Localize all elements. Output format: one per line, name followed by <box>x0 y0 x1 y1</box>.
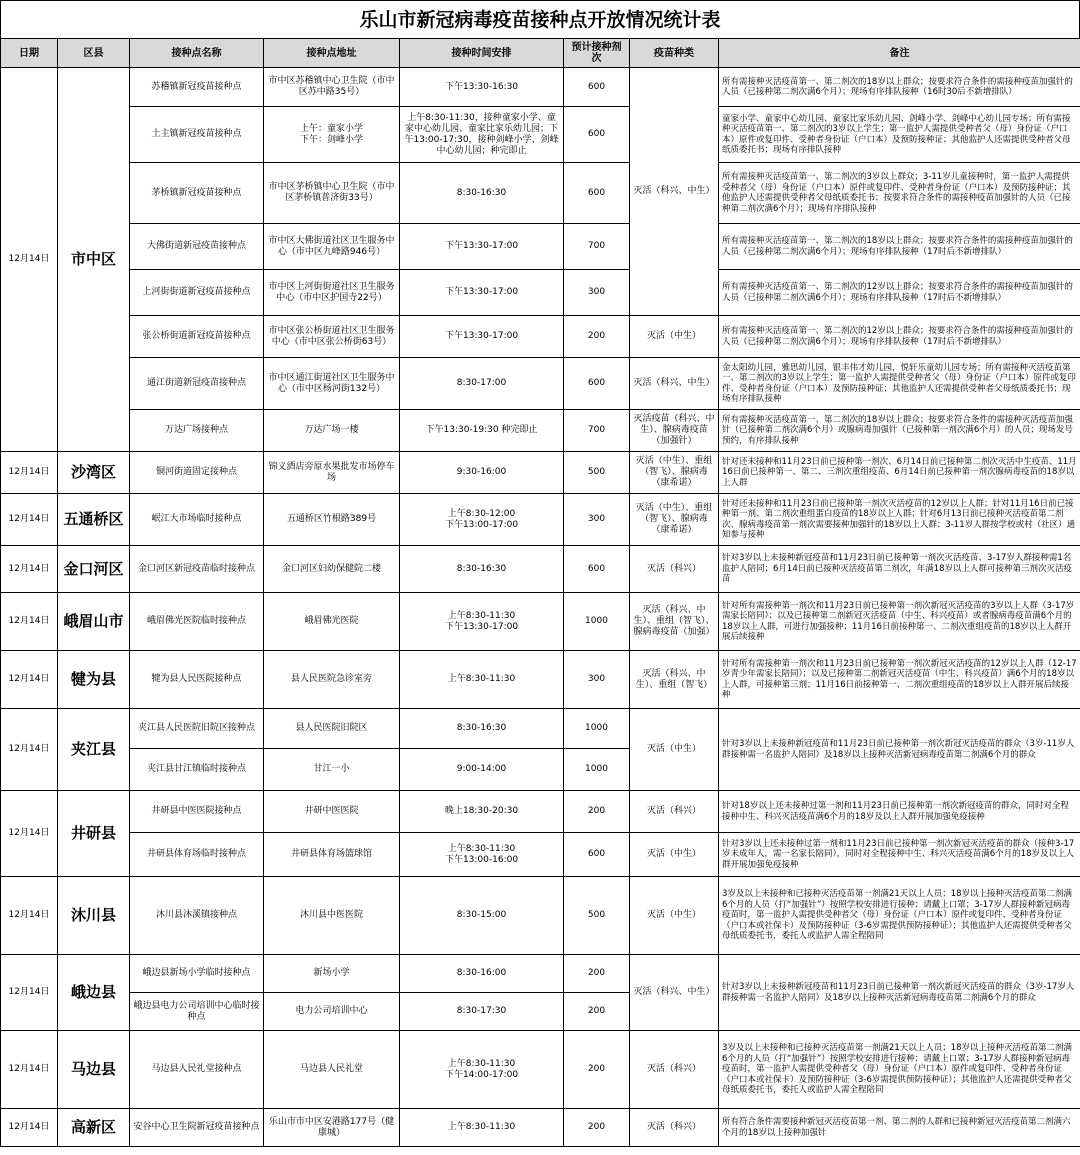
doses: 700 <box>564 224 630 270</box>
vaccine-type: 灭活（科兴） <box>630 1031 719 1109</box>
site-address: 上午：童家小学 下午：剑峰小学 <box>264 107 400 163</box>
doses: 600 <box>564 833 630 877</box>
schedule: 下午13:30-17:00 <box>400 270 564 316</box>
site-name: 井研县中医医院接种点 <box>130 791 264 833</box>
doses: 600 <box>564 68 630 107</box>
doses: 600 <box>564 163 630 224</box>
table-row <box>1 593 1080 651</box>
site-name: 上河街街道新冠疫苗接种点 <box>130 270 264 316</box>
vaccine-type: 灭活（科兴、中生） <box>630 68 719 316</box>
schedule: 上午8:30-11:30 下午13:00-16:00 <box>400 833 564 877</box>
site-address: 市中区茅桥镇中心卫生院（市中区茅桥镇普济街33号） <box>264 163 400 224</box>
county-cell: 五通桥区 <box>58 494 130 546</box>
vaccine-type: 灭活（科兴） <box>630 546 719 593</box>
doses: 200 <box>564 1031 630 1109</box>
site-name: 夹江县甘江镇临时接种点 <box>130 749 264 791</box>
site-name: 铜河街道固定接种点 <box>130 452 264 494</box>
vaccine-type: 灭活（科兴、中生） <box>630 955 719 1031</box>
vaccine-type: 灭活（科兴） <box>630 1109 719 1147</box>
page-title: 乐山市新冠病毒疫苗接种点开放情况统计表 <box>0 0 1080 38</box>
doses: 1000 <box>564 709 630 749</box>
county-cell: 市中区 <box>58 68 130 452</box>
table-row <box>1 270 1080 316</box>
date-cell: 12月14日 <box>1 1031 58 1109</box>
table-row <box>1 1109 1080 1147</box>
vaccine-type: 灭活（中生）、重组（智飞）、腺病毒（康希诺） <box>630 452 719 494</box>
date-cell: 12月14日 <box>1 955 58 1031</box>
date-cell: 12月14日 <box>1 1109 58 1147</box>
table-row <box>1 224 1080 270</box>
table-row <box>1 358 1080 410</box>
site-name: 沐川县沐溪镇接种点 <box>130 877 264 955</box>
vaccine-type: 灭活（中生） <box>630 833 719 877</box>
notes: 3岁及以上未接种和已接种灭活疫苗第一剂满21天以上人员；18岁以上接种灭活疫苗第二剂满6个月的人员（打“加强针”）按照学校安排进行接种；请戴上口罩；3-17岁人群接种新冠病毒疫苗时，第一监护人需提供受种者父（母）身份证（户口本）原件或复印件、受种者身份证（户口本或社保卡）及预防接种证（3-6岁需提供预防接种证）；其他监护人还需提供受种者父母纸质委托书，委托人或监护人需全程陪同 <box>719 1031 1080 1109</box>
vaccine-type: 灭活（科兴、中生） <box>630 358 719 410</box>
schedule: 上午8:30-11:30 下午14:00-17:00 <box>400 1031 564 1109</box>
schedule: 上午8:30-11:30，接种童家小学、童家中心幼儿园、童家比家乐幼儿园；下午13:00-17:30，接种剑峰小学、剑峰中心幼儿园；种完即止 <box>400 107 564 163</box>
schedule: 8:30-16:30 <box>400 163 564 224</box>
doses: 1000 <box>564 593 630 651</box>
date-cell: 12月14日 <box>1 877 58 955</box>
notes: 所有需接种灭活疫苗第一、第二剂次的12岁以上群众；按要求符合条件的需接种疫苗加强针的人员（已接种第二剂次满6个月）；现场有序排队接种（17时后不新增排队） <box>719 270 1080 316</box>
notes: 所有需接种灭活疫苗第一、第二剂次的12岁以上群众；按要求符合条件的需接种疫苗加强针的人员（已接种第二剂次满6个月）；现场有序排队接种（17时后不新增排队） <box>719 316 1080 358</box>
table-row <box>1 410 1080 452</box>
notes: 针对所有需接种第一剂次和11月23日前已接种第一剂次新冠灭活疫苗的3岁以上人群（3-17岁需家长陪同）；以及已接种第二剂新冠灭活疫苗（中生、科兴疫苗）或者腺病毒疫苗满6个月的18岁以上人群，可进行加强接种；11月16日前接种第一、二剂次重组疫苗的18岁以上人群开展后续接种 <box>719 593 1080 651</box>
notes: 针对所有需接种第一剂次和11月23日前已接种第一剂次新冠灭活疫苗的12岁以上人群（12-17岁青少年需家长陪同）；以及已接种第二剂新冠灭活疫苗（中生、科兴疫苗）满6个月的18岁以上人群，可接种第三剂；11月16日前接种第一、二剂次重组疫苗的18岁以上人群开展后续接种 <box>719 651 1080 709</box>
county-cell: 犍为县 <box>58 651 130 709</box>
site-name: 峨眉佛光医院临时接种点 <box>130 593 264 651</box>
doses: 600 <box>564 546 630 593</box>
site-name: 大佛街道新冠疫苗接种点 <box>130 224 264 270</box>
notes: 所有需接种灭活疫苗第一、第二剂次的3岁以上群众；3-11岁儿童接种时，第一监护人需提供受种者父（母）身份证（户口本）原件或复印件、受种者身份证（户口本）及预防接种证；其他监护人还需提供受种者父母纸质委托书；按要求符合条件的需接种疫苗加强针的人员（已接种第二剂次满6个月）；现场有序排队接种 <box>719 163 1080 224</box>
site-name: 苏稽镇新冠疫苗接种点 <box>130 68 264 107</box>
county-cell: 峨眉山市 <box>58 593 130 651</box>
table-row <box>1 494 1080 546</box>
schedule: 8:30-16:00 <box>400 955 564 993</box>
site-name: 岷江大市场临时接种点 <box>130 494 264 546</box>
site-address: 市中区通江街道社区卫生服务中心（市中区杨河街132号） <box>264 358 400 410</box>
site-address: 锦义酒店旁原水果批发市场停车场 <box>264 452 400 494</box>
site-address: 峨眉佛光医院 <box>264 593 400 651</box>
site-address: 市中区大佛街道社区卫生服务中心（市中区九峰路946号） <box>264 224 400 270</box>
county-cell: 马边县 <box>58 1031 130 1109</box>
date-cell: 12月14日 <box>1 593 58 651</box>
site-address: 县人民医院旧院区 <box>264 709 400 749</box>
table-row <box>1 877 1080 955</box>
site-address: 市中区张公桥街道社区卫生服务中心（市中区张公桥街63号） <box>264 316 400 358</box>
site-address: 市中区苏稽镇中心卫生院（市中区苏中路35号） <box>264 68 400 107</box>
site-address: 县人民医院急诊室旁 <box>264 651 400 709</box>
doses: 700 <box>564 410 630 452</box>
table-row <box>1 709 1080 749</box>
doses: 500 <box>564 452 630 494</box>
site-name: 犍为县人民医院接种点 <box>130 651 264 709</box>
vaccine-type: 灭活（中生） <box>630 316 719 358</box>
schedule: 下午13:30-17:00 <box>400 224 564 270</box>
doses: 300 <box>564 270 630 316</box>
schedule: 9:30-16:00 <box>400 452 564 494</box>
date-cell: 12月14日 <box>1 546 58 593</box>
notes: 3岁及以上未接种和已接种灭活疫苗第一剂满21天以上人员；18岁以上接种灭活疫苗第二剂满6个月的人员（打“加强针”）按照学校安排进行接种；请戴上口罩；3-17岁人群接种新冠病毒疫苗时，第一监护人需提供受种者父（母）身份证（户口本）原件或复印件、受种者身份证（户口本或社保卡）及预防接种证（3-6岁需提供预防接种证）；其他监护人还需提供受种者父母纸质委托书，委托人或监护人需全程陪同 <box>719 877 1080 955</box>
doses: 500 <box>564 877 630 955</box>
doses: 300 <box>564 494 630 546</box>
vaccination-table <box>0 38 1080 1147</box>
site-name: 安谷中心卫生院新冠疫苗接种点 <box>130 1109 264 1147</box>
date-cell: 12月14日 <box>1 791 58 877</box>
site-address: 沐川县中医医院 <box>264 877 400 955</box>
header-site-name: 接种点名称 <box>130 39 264 68</box>
table-row <box>1 955 1080 993</box>
site-address: 万达广场一楼 <box>264 410 400 452</box>
vaccine-type: 灭活（科兴、中生）、重组（智飞）、腺病毒疫苗（加强） <box>630 593 719 651</box>
county-cell: 峨边县 <box>58 955 130 1031</box>
notes: 所有需接种灭活疫苗第一、第二剂次的18岁以上群众；按要求符合条件的需接种疫苗加强针的人员（已接种第二剂次满6个月）；现场有序排队接种（16时30后不新增排队） <box>719 68 1080 107</box>
county-cell: 井研县 <box>58 791 130 877</box>
schedule: 上午8:30-11:30 <box>400 1109 564 1147</box>
site-address: 甘江一小 <box>264 749 400 791</box>
table-row <box>1 68 1080 107</box>
site-address: 乐山市市中区安港路177号（健康城） <box>264 1109 400 1147</box>
site-name: 夹江县人民医院旧院区接种点 <box>130 709 264 749</box>
header-date: 日期 <box>1 39 58 68</box>
table-row <box>1 316 1080 358</box>
doses: 200 <box>564 791 630 833</box>
vaccine-type: 灭活（中生） <box>630 877 719 955</box>
doses: 1000 <box>564 749 630 791</box>
header-vaccine: 疫苗种类 <box>630 39 719 68</box>
schedule: 8:30-16:30 <box>400 546 564 593</box>
site-address: 五通桥区竹根路389号 <box>264 494 400 546</box>
vaccine-type: 灭活疫苗（科兴、中生）、腺病毒疫苗（加强针） <box>630 410 719 452</box>
table-row <box>1 107 1080 163</box>
doses: 200 <box>564 316 630 358</box>
site-name: 马边县人民礼堂接种点 <box>130 1031 264 1109</box>
schedule: 下午13:30-19:30 种完即止 <box>400 410 564 452</box>
header-doses: 预计接种剂次 <box>564 39 630 68</box>
table-row <box>1 651 1080 709</box>
header-row <box>1 39 1080 68</box>
notes: 金太阳幼儿园，雅思幼儿园，银丰伟才幼儿园，悦轩乐童幼儿园专场；所有需接种灭活疫苗第一、第二剂次的3岁以上学生；第一监护人需提供受种者父（母）身份证（户口本）原件或复印件、受种者身份证（户口本）及预防接种证；其他监护人还需提供受种者父母纸质委托书；现场有序排队接种 <box>719 358 1080 410</box>
date-cell: 12月14日 <box>1 651 58 709</box>
site-address: 井研中医医院 <box>264 791 400 833</box>
notes: 所有符合条件需要接种新冠灭活疫苗第一剂、第二剂的人群和已接种新冠灭活疫苗第二剂满六个月的18岁以上接种加强针 <box>719 1109 1080 1147</box>
notes: 童家小学、童家中心幼儿园、童家比家乐幼儿园、剑峰小学、剑峰中心幼儿园专场；所有需接种灭活疫苗第一、第二剂次的3岁以上学生；第一监护人需提供受种者父（母）身份证（户口本）原件或复印件、受种者身份证（户口本）及预防接种证；其他监护人还需提供受种者父母纸质委托书；现场有序排队接种 <box>719 107 1080 163</box>
site-name: 万达广场接种点 <box>130 410 264 452</box>
notes: 针对3岁以上未接种新冠疫苗和11月23日前已接种第一剂次新冠灭活疫苗的群众（3岁-17岁人群接种需一名监护人陪同）及18岁以上接种灭活新冠病毒疫苗第二剂满6个月的群众 <box>719 955 1080 1031</box>
notes: 针对3岁以上未接种新冠疫苗和11月23日前已接种第一剂次新冠灭活疫苗的群众（3岁-11岁人群接种需一名监护人陪同）及18岁以上接种灭活新冠病毒疫苗第二剂满6个月的群众 <box>719 709 1080 791</box>
notes: 所有需接种灭活疫苗第一、第二剂次的18岁以上群众；按要求符合条件的需接种灭活疫苗加强针（已接种第二剂次满6个月）或腺病毒加强针（已接种第一剂次满6个月）的人员；现场发号预约，有序排队接种 <box>719 410 1080 452</box>
table-row <box>1 452 1080 494</box>
schedule: 8:30-15:00 <box>400 877 564 955</box>
header-site-address: 接种点地址 <box>264 39 400 68</box>
notes: 针对18岁以上还未接种过第一剂和11月23日前已接种第一剂次新冠疫苗的群众，同时对全程接种中生、科兴灭活疫苗满6个月的18岁及以上人群开展加强免疫接种 <box>719 791 1080 833</box>
table-row <box>1 1031 1080 1109</box>
schedule: 下午13:30-16:30 <box>400 68 564 107</box>
header-schedule: 接种时间安排 <box>400 39 564 68</box>
table-row <box>1 163 1080 224</box>
site-name: 峨边县新场小学临时接种点 <box>130 955 264 993</box>
site-name: 通江街道新冠疫苗接种点 <box>130 358 264 410</box>
notes: 所有需接种灭活疫苗第一、第二剂次的18岁以上群众；按要求符合条件的需接种疫苗加强针的人员（已接种第二剂次满6个月）；现场有序排队接种（17时后不新增排队） <box>719 224 1080 270</box>
site-address: 市中区上河街街道社区卫生服务中心（市中区护国寺22号） <box>264 270 400 316</box>
table-row <box>1 791 1080 833</box>
site-name: 张公桥街道新冠疫苗接种点 <box>130 316 264 358</box>
notes: 针对还未接种和11月23日前已接种第一剂次、6月14日前已接种第二剂次灭活中生疫苗、11月16日前已接种第一、第二、三剂次重组疫苗、6月14日前已接种第一剂次腺病毒疫苗的18岁以上人群 <box>719 452 1080 494</box>
doses: 600 <box>564 358 630 410</box>
schedule: 上午8:30-11:30 <box>400 651 564 709</box>
table-row <box>1 833 1080 877</box>
notes: 针对3岁以上未接种新冠疫苗和11月23日前已接种第一剂次灭活疫苗、3-17岁人群接种需1名监护人陪同；6月14日前已接种灭活疫苗第二剂次，年满18岁以上人群可接种第三剂次灭活疫苗 <box>719 546 1080 593</box>
vaccine-type: 灭活（中生） <box>630 709 719 791</box>
site-address: 金口河区妇幼保健院二楼 <box>264 546 400 593</box>
date-cell: 12月14日 <box>1 494 58 546</box>
schedule: 晚上18:30-20:30 <box>400 791 564 833</box>
notes: 针对还未接种和11月23日前已接种第一剂次灭活疫苗的12岁以上人群；针对11月16日前已接种第一剂、第二剂次重组蛋白疫苗的18岁以上人群；针对6月13日前已接种灭活疫苗第二剂次、腺病毒疫苗第一剂次需要接种加强针的18岁以上人群；3-11岁人群按学校或村（社区）通知参与接种 <box>719 494 1080 546</box>
county-cell: 夹江县 <box>58 709 130 791</box>
notes: 针对3岁以上还未接种过第一剂和11月23日前已接种第一剂次新冠灭活疫苗的群众（接种3-17岁未成年人，需一名家长陪同），同时对全程接种中生、科兴灭活疫苗满6个月的18岁及以上人群开展加强免疫接种 <box>719 833 1080 877</box>
date-cell: 12月14日 <box>1 68 58 452</box>
county-cell: 金口河区 <box>58 546 130 593</box>
site-address: 电力公司培训中心 <box>264 993 400 1031</box>
date-cell: 12月14日 <box>1 452 58 494</box>
header-notes: 备注 <box>719 39 1080 68</box>
schedule: 8:30-17:30 <box>400 993 564 1031</box>
county-cell: 沐川县 <box>58 877 130 955</box>
doses: 600 <box>564 107 630 163</box>
doses: 300 <box>564 651 630 709</box>
table-row <box>1 546 1080 593</box>
schedule: 下午13:30-17:00 <box>400 316 564 358</box>
schedule: 上午8:30-11:30 下午13:30-17:00 <box>400 593 564 651</box>
date-cell: 12月14日 <box>1 709 58 791</box>
vaccine-type: 灭活（科兴） <box>630 791 719 833</box>
site-address: 井研县体育场篮球馆 <box>264 833 400 877</box>
schedule: 9:00-14:00 <box>400 749 564 791</box>
site-name: 土主镇新冠疫苗接种点 <box>130 107 264 163</box>
doses: 200 <box>564 955 630 993</box>
site-name: 峨边县电力公司培训中心临时接种点 <box>130 993 264 1031</box>
vaccine-type: 灭活（科兴、中生）、重组（智飞） <box>630 651 719 709</box>
schedule: 8:30-17:00 <box>400 358 564 410</box>
site-name: 茅桥镇新冠疫苗接种点 <box>130 163 264 224</box>
schedule: 上午8:30-12:00 下午13:00-17:00 <box>400 494 564 546</box>
schedule: 8:30-16:30 <box>400 709 564 749</box>
county-cell: 沙湾区 <box>58 452 130 494</box>
site-address: 马边县人民礼堂 <box>264 1031 400 1109</box>
vaccine-type: 灭活（中生）、重组（智飞）、腺病毒（康希诺） <box>630 494 719 546</box>
county-cell: 高新区 <box>58 1109 130 1147</box>
header-county: 区县 <box>58 39 130 68</box>
site-name: 金口河区新冠疫苗临时接种点 <box>130 546 264 593</box>
site-address: 新场小学 <box>264 955 400 993</box>
site-name: 井研县体育场临时接种点 <box>130 833 264 877</box>
doses: 200 <box>564 993 630 1031</box>
doses: 200 <box>564 1109 630 1147</box>
